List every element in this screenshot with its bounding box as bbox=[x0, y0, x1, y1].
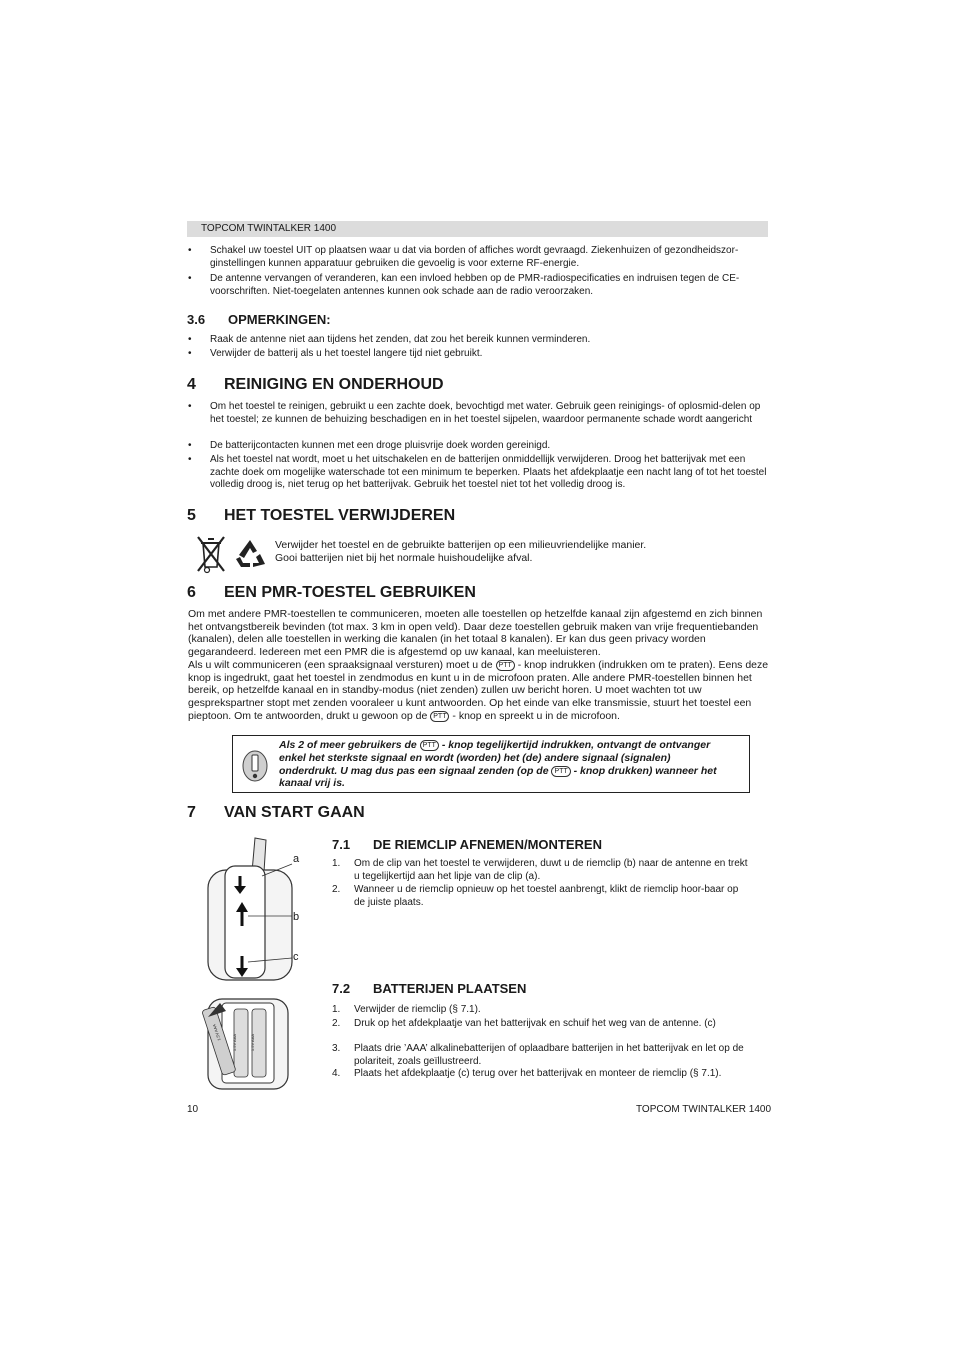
item-number: 3. bbox=[332, 1043, 341, 1054]
paragraph bbox=[188, 608, 771, 722]
disposal-line-1: Verwijder het toestel en de gebruikte batterijen op een milieuvriendelijke manier. bbox=[275, 539, 647, 551]
list-item bbox=[332, 884, 752, 909]
paragraph-text: Om met andere PMR-toestellen te communiceren, moeten alle toestellen op hetzelfde kanaal zijn afgestemd en zich binnen het ontvangstbereik bevinden (tot max. 3 km in open veld). Daar deze toestellen gebruik maken van vrije frequentiebanden (kanalen), delen alle toestellen in werking die kanalen (in het totaal 8 kanalen). Er kan dus geen privacy worden gegarandeerd. Iedereen met een PMR die is afgestemd op uw kanaal, kan meeluisteren. bbox=[188, 608, 763, 659]
footer-title: TOPCOM TWINTALKER 1400 bbox=[636, 1104, 772, 1115]
bullet-text: Schakel uw toestel UIT op plaatsen waar u dat via borden of affiches wordt gevraagd. Ziekenhuizen of gezondheidszor-ginstellingen kunnen apparatuur gebruiken die gevoelig is voor externe RF-energie. bbox=[210, 245, 739, 269]
section-number: 4 bbox=[187, 376, 196, 393]
section-title: DE RIEMCLIP AFNEMEN/MONTEREN bbox=[373, 837, 602, 852]
section-heading-3-6 bbox=[187, 312, 331, 327]
battery-label: 1.5V AAA bbox=[211, 1023, 222, 1042]
ptt-button-icon: PTT bbox=[430, 711, 449, 722]
section-title: VAN START GAAN bbox=[224, 804, 365, 821]
section-number: 7.2 bbox=[332, 981, 351, 996]
disposal-line-2: Gooi batterijen niet bij het normale huishoudelijke afval. bbox=[275, 552, 533, 564]
list-item bbox=[188, 334, 770, 347]
bullet-text: De batterijcontacten kunnen met een droge pluisvrije doek worden gereinigd. bbox=[210, 440, 551, 451]
section-heading-4 bbox=[187, 376, 444, 394]
note-box bbox=[232, 735, 750, 793]
list-item bbox=[188, 440, 770, 453]
section-number: 7.1 bbox=[332, 837, 351, 852]
bullet: • bbox=[188, 454, 192, 465]
section-title: REINIGING EN ONDERHOUD bbox=[224, 376, 444, 393]
section-heading-6 bbox=[187, 584, 476, 602]
item-number: 4. bbox=[332, 1068, 341, 1079]
item-text: Wanneer u de riemclip opnieuw op het toestel aanbrengt, klikt de riemclip hoor-baar op de juiste plaats. bbox=[354, 884, 739, 908]
section-title: HET TOESTEL VERWIJDEREN bbox=[224, 507, 456, 524]
list-item bbox=[332, 1043, 752, 1068]
item-text: Druk op het afdekplaatje van het batterijvak en schuif het weg van de antenne. (c) bbox=[354, 1018, 716, 1029]
note-text-a: Als 2 of meer gebruikers de bbox=[279, 739, 417, 751]
running-header bbox=[187, 221, 768, 237]
item-number: 2. bbox=[332, 1018, 341, 1029]
section-heading-5 bbox=[187, 507, 455, 525]
battery-label: 1.5V AAA bbox=[250, 1033, 256, 1052]
battery-label: 1.5V AAA bbox=[232, 1033, 238, 1052]
list-item bbox=[332, 1068, 752, 1081]
paragraph-text: - knop en spreekt u in de microfoon. bbox=[452, 709, 620, 722]
recycle-icon bbox=[232, 537, 268, 571]
section-title: OPMERKINGEN: bbox=[228, 312, 331, 327]
section-heading-7-1 bbox=[332, 837, 602, 852]
header-title: TOPCOM TWINTALKER 1400 bbox=[201, 223, 337, 234]
list-item bbox=[188, 245, 770, 270]
bullet-text: Als het toestel nat wordt, moet u het uitschakelen en de batterijen onmiddellijk verwijderen. Droog het batterijvak met een zachte doek om mogelijke waterschade tot een minimum te beperken. Plaats het afdekplaatje een nacht lang of tot het toestel volledig droog is, niet terug op het batterijvak. Gebruik het toestel niet tot het volledig droog is. bbox=[210, 454, 767, 491]
bullet-text: De antenne vervangen of veranderen, kan een invloed hebben op de PMR-radiospecificaties en indruisen tegen de CE-voorschriften. Niet-toegelaten antennes kunnen ook schade aan de radio veroorzaken. bbox=[210, 273, 740, 297]
disposal-text bbox=[275, 539, 646, 565]
list-item bbox=[188, 401, 770, 426]
item-text: Plaats het afdekplaatje (c) terug over het batterijvak en monteer de riemclip (§ 7.1). bbox=[354, 1068, 722, 1079]
warning-icon bbox=[241, 750, 269, 782]
item-number: 2. bbox=[332, 884, 341, 895]
section-title: BATTERIJEN PLAATSEN bbox=[373, 981, 527, 996]
crossed-bin-icon bbox=[193, 533, 229, 575]
bullet: • bbox=[188, 348, 192, 359]
section-number: 6 bbox=[187, 584, 196, 601]
section-number: 5 bbox=[187, 507, 196, 524]
bullet-text: Om het toestel te reinigen, gebruikt u een zachte doek, bevochtigd met water. Gebruik geen reinigings- of oplosmid-delen op het toestel; ze kunnen de behuizing beschadigen en in het toestel sijpelen, waardoor permanente schade wordt aangericht bbox=[210, 401, 761, 425]
list-item bbox=[332, 1004, 752, 1017]
section-heading-7-2 bbox=[332, 981, 526, 996]
item-text: Verwijder de riemclip (§ 7.1). bbox=[354, 1004, 481, 1015]
paragraph-text: - knop indrukken (indrukken om te praten). Eens deze knop is ingedrukt, gaat het toestel in zendmodus en kunt u in de microfoon praten. Alle andere PMR-toestellen binnen het bereik, op hetzelfde kanaal en in standby-modus (niet zenden) zullen uw bericht horen. U moet wachten tot uw gesprekspartner stopt met zenden vooraleer u kunt antwoorden. Op het einde van elke transmissie, stuurt het toestel een pieptoon. Om te antwoorden, drukt u gewoon op de bbox=[188, 658, 769, 722]
section-number: 3.6 bbox=[187, 312, 206, 327]
battery-compartment-illustration bbox=[198, 995, 294, 1093]
section-heading-7 bbox=[187, 804, 365, 822]
list-item bbox=[188, 348, 770, 361]
list-item bbox=[188, 454, 770, 492]
label-a: a bbox=[293, 853, 300, 865]
page-number: 10 bbox=[187, 1104, 199, 1115]
bullet: • bbox=[188, 334, 192, 345]
note-text-b: - knop tegelijkertijd indrukken, ontvangt de ontvanger enkel het sterkste signaal en wordt (worden) het (de) andere signaal (signalen) onderdrukt. U mag dus pas een signaal zenden (op de bbox=[279, 739, 711, 777]
ptt-button-icon: PTT bbox=[496, 660, 515, 671]
item-number: 1. bbox=[332, 858, 341, 869]
item-number: 1. bbox=[332, 1004, 341, 1015]
ptt-button-icon: PTT bbox=[420, 740, 439, 751]
note-text bbox=[279, 739, 719, 790]
label-b: b bbox=[293, 911, 300, 923]
bullet-text: Raak de antenne niet aan tijdens het zenden, dat zou het bereik kunnen verminderen. bbox=[210, 334, 591, 345]
list-item bbox=[332, 858, 752, 883]
item-text: Plaats drie ’AAA’ alkalinebatterijen of oplaadbare batterijen in het batterijvak en let op de polariteit, zoals geïllustreerd. bbox=[354, 1043, 744, 1067]
section-number: 7 bbox=[187, 804, 196, 821]
bullet: • bbox=[188, 440, 192, 451]
item-text: Om de clip van het toestel te verwijderen, duwt u de riemclip (b) naar de antenne en trekt u tegelijkertijd aan het lipje van de clip (a). bbox=[354, 858, 748, 882]
bullet: • bbox=[188, 401, 192, 412]
list-item bbox=[188, 273, 770, 298]
bullet: • bbox=[188, 245, 192, 256]
list-item bbox=[332, 1018, 752, 1031]
bullet-text: Verwijder de batterij als u het toestel langere tijd niet gebruikt. bbox=[210, 348, 483, 359]
ptt-button-icon: PTT bbox=[551, 766, 570, 777]
paragraph-text: Als u wilt communiceren (een spraaksignaal versturen) moet u de bbox=[188, 658, 493, 671]
label-c: c bbox=[293, 951, 299, 963]
note-text-c: - knop drukken) wanneer het kanaal vrij is. bbox=[279, 764, 717, 790]
bullet: • bbox=[188, 273, 192, 284]
section-title: EEN PMR-TOESTEL GEBRUIKEN bbox=[224, 584, 476, 601]
